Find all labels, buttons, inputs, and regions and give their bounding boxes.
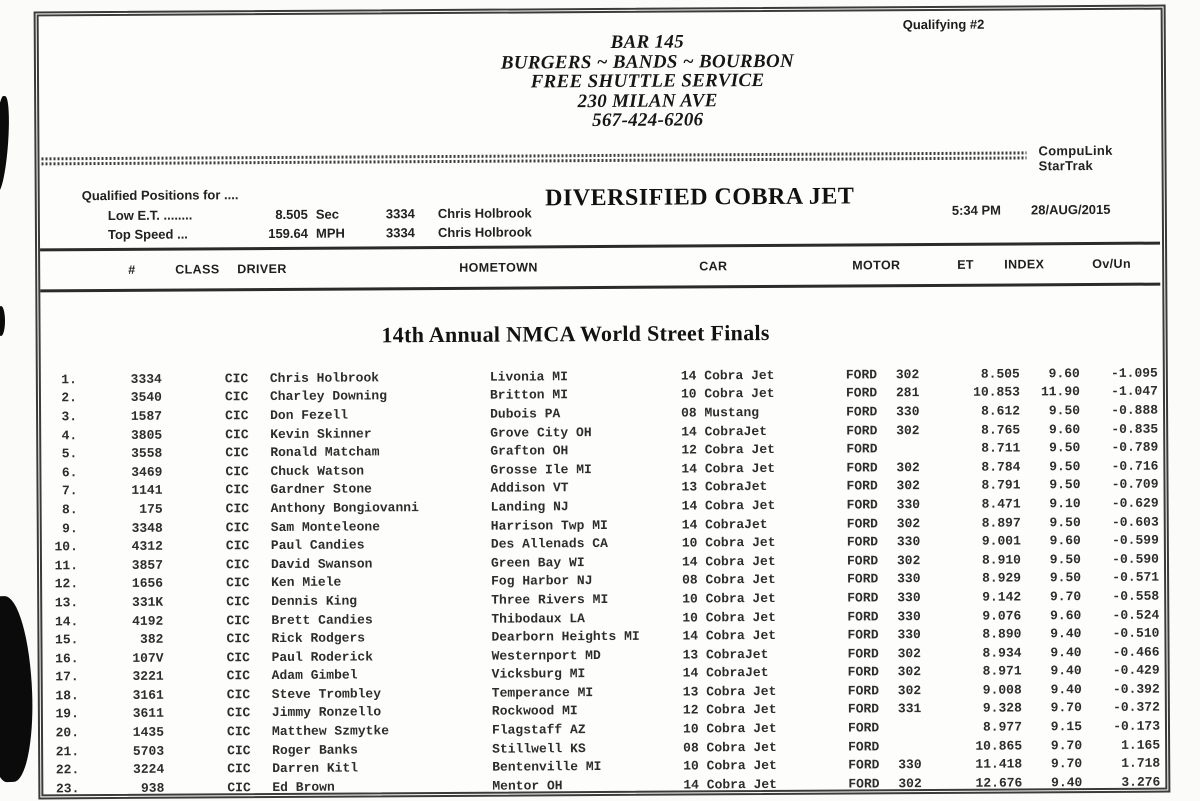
- hometown-cell: Green Bay WI: [490, 554, 585, 571]
- et-cell: 8.890: [982, 626, 1022, 642]
- ovun-cell: -0.466: [1112, 644, 1160, 660]
- driver-cell: Gardner Stone: [270, 481, 372, 498]
- index-cell: 9.60: [1048, 421, 1081, 437]
- top-speed-label: Top Speed ...: [107, 226, 188, 243]
- hometown-cell: Mentor OH: [492, 778, 563, 794]
- driver-cell: Roger Banks: [272, 742, 358, 758]
- class-cell: CIC: [226, 649, 251, 666]
- index-cell: 9.40: [1050, 644, 1082, 660]
- index-cell: 9.50: [1049, 570, 1082, 586]
- car-cell: 08 Cobra Jet: [682, 572, 776, 588]
- ovun-cell: -0.789: [1111, 439, 1159, 456]
- et-cell: 8.934: [982, 645, 1022, 661]
- car-cell: 14 CobraJet: [681, 423, 768, 440]
- rank-cell: 20.: [55, 725, 80, 741]
- car-cell: 14 Cobra Jet: [681, 553, 776, 570]
- hometown-cell: Temperance MI: [491, 684, 594, 701]
- rank-cell: 2.: [61, 390, 78, 406]
- motor-cell: FORD: [846, 478, 878, 494]
- scan-artifact-blob: [0, 96, 11, 193]
- et-cell: 8.784: [981, 459, 1021, 475]
- car-cell: 08 Mustang: [681, 405, 760, 421]
- rank-cell: 7.: [61, 483, 78, 499]
- size-cell: 302: [896, 459, 920, 475]
- class-cell: CIC: [225, 556, 250, 573]
- rank-cell: 4.: [61, 427, 78, 443]
- index-cell: 9.15: [1050, 719, 1083, 735]
- top-speed-driver: Chris Holbrook: [437, 224, 532, 240]
- et-cell: 10.865: [975, 738, 1023, 754]
- rank-cell: 19.: [55, 706, 79, 722]
- hometown-cell: Grove City OH: [490, 424, 592, 441]
- motor-cell: FORD: [846, 497, 878, 513]
- num-cell: 3224: [132, 761, 165, 778]
- top-speed-line: [108, 224, 532, 242]
- class-cell: CIC: [225, 501, 250, 517]
- size-cell: 302: [897, 682, 922, 699]
- num-cell: 1141: [131, 483, 163, 499]
- hometown-cell: Bentenville MI: [492, 759, 602, 775]
- motor-cell: FORD: [847, 664, 879, 680]
- ovun-cell: -0.510: [1112, 625, 1160, 641]
- index-cell: 9.60: [1049, 533, 1081, 549]
- class-cell: CIC: [226, 687, 251, 703]
- column-header-ovun: Ov/Un: [1092, 256, 1132, 272]
- low-et-value: 8.505: [275, 206, 308, 222]
- hometown-cell: Vicksburg MI: [491, 666, 586, 682]
- class-cell: CIC: [224, 370, 249, 387]
- index-cell: 9.10: [1049, 496, 1081, 512]
- et-cell: 9.001: [981, 533, 1021, 549]
- motor-cell: FORD: [847, 720, 880, 736]
- column-header-driver: DRIVER: [237, 261, 287, 277]
- rank-cell: 10.: [54, 539, 78, 555]
- low-et-car-number: 3334: [385, 206, 415, 222]
- hometown-cell: Britton MI: [489, 387, 569, 404]
- event-title: 14th Annual NMCA World Street Finals: [381, 319, 770, 348]
- size-cell: 302: [897, 645, 921, 661]
- size-cell: 281: [895, 385, 920, 401]
- driver-cell: Dennis King: [271, 593, 358, 609]
- num-cell: 3805: [130, 427, 163, 443]
- driver-cell: Matthew Szmytke: [271, 723, 390, 740]
- et-cell: 8.977: [982, 719, 1023, 735]
- et-cell: 8.929: [982, 570, 1022, 587]
- timestamp: [952, 202, 1111, 218]
- motor-cell: FORD: [846, 515, 879, 532]
- et-cell: 8.711: [981, 440, 1021, 456]
- driver-cell: Brett Candies: [271, 611, 373, 628]
- print-time: 5:34 PM: [951, 202, 1002, 218]
- index-cell: 9.40: [1050, 626, 1082, 642]
- ovun-cell: -0.392: [1112, 681, 1160, 697]
- car-cell: 14 Cobra Jet: [683, 776, 778, 793]
- column-header-et: ET: [957, 257, 974, 272]
- hometown-cell: Addison VT: [490, 480, 569, 497]
- rank-cell: 22.: [55, 762, 80, 778]
- print-date: 28/AUG/2015: [1030, 201, 1111, 218]
- venue-phone: 567-424-6206: [592, 109, 704, 132]
- et-cell: 8.765: [981, 422, 1021, 438]
- num-cell: 175: [139, 501, 163, 517]
- motor-cell: FORD: [847, 683, 880, 699]
- ovun-cell: -1.095: [1110, 365, 1158, 381]
- size-cell: 302: [896, 515, 921, 531]
- motor-cell: FORD: [848, 776, 880, 792]
- column-header-motor: MOTOR: [852, 258, 901, 273]
- hometown-cell: Des Allenads CA: [490, 536, 608, 552]
- et-cell: 9.008: [982, 682, 1022, 698]
- size-cell: 330: [897, 627, 921, 643]
- class-cell: CIC: [225, 519, 250, 535]
- rank-cell: 6.: [61, 464, 78, 481]
- ovun-cell: 1.165: [1121, 737, 1161, 753]
- page-frame: [34, 5, 1171, 800]
- car-cell: 10 Cobra Jet: [682, 721, 777, 737]
- car-cell: 14 CobraJet: [681, 516, 768, 533]
- ovun-cell: -0.888: [1111, 402, 1159, 418]
- size-cell: 302: [898, 775, 922, 792]
- et-cell: 8.471: [981, 496, 1021, 512]
- ovun-cell: -0.571: [1112, 569, 1160, 586]
- num-cell: 3540: [130, 390, 163, 406]
- hometown-cell: Grosse Ile MI: [490, 461, 592, 478]
- motor-cell: FORD: [847, 701, 880, 717]
- driver-cell: Chuck Watson: [270, 463, 365, 479]
- driver-cell: Rick Rodgers: [271, 630, 366, 647]
- index-cell: 9.50: [1048, 403, 1081, 419]
- motor-cell: FORD: [845, 385, 878, 401]
- venue-tagline: BURGERS ~ BANDS ~ BOURBON: [500, 50, 795, 74]
- ovun-cell: -0.709: [1111, 476, 1159, 493]
- hometown-cell: Livonia MI: [489, 369, 568, 385]
- size-cell: 302: [895, 366, 920, 383]
- class-cell: CIC: [226, 631, 250, 647]
- motor-cell: FORD: [847, 646, 879, 662]
- index-cell: 9.50: [1049, 551, 1082, 568]
- driver-cell: Steve Trombley: [271, 686, 382, 702]
- scan-artifact-blob: [0, 306, 5, 336]
- qualifying-session-label: Qualifying #2: [902, 16, 985, 33]
- num-cell: 3469: [131, 464, 163, 480]
- rank-cell: 12.: [54, 576, 79, 592]
- et-cell: 8.897: [981, 514, 1021, 531]
- size-cell: 330: [898, 757, 922, 773]
- num-cell: 4192: [132, 613, 164, 629]
- index-cell: 9.50: [1049, 458, 1081, 475]
- car-cell: 10 Cobra Jet: [681, 535, 776, 551]
- driver-cell: Chris Holbrook: [269, 370, 380, 386]
- num-cell: 1435: [132, 724, 165, 740]
- index-cell: 9.50: [1049, 514, 1081, 530]
- motor-cell: FORD: [846, 534, 879, 550]
- motor-cell: FORD: [847, 627, 879, 643]
- driver-cell: Adam Gimbel: [271, 667, 358, 684]
- index-cell: 9.60: [1050, 607, 1082, 623]
- hometown-cell: Dearborn Heights MI: [491, 628, 640, 645]
- car-cell: 14 Cobra Jet: [680, 367, 775, 384]
- index-cell: 9.40: [1050, 663, 1082, 679]
- class-cell: CIC: [224, 389, 249, 405]
- motor-cell: FORD: [846, 441, 878, 457]
- et-cell: 8.612: [981, 403, 1021, 419]
- driver-cell: Anthony Bongiovanni: [270, 500, 419, 516]
- ovun-cell: -0.599: [1111, 532, 1159, 549]
- rank-cell: 1.: [61, 372, 77, 388]
- motor-cell: FORD: [846, 553, 879, 569]
- index-cell: 11.90: [1040, 384, 1080, 400]
- car-cell: 14 CobraJet: [682, 665, 769, 681]
- top-speed-car-number: 3334: [385, 225, 415, 241]
- car-cell: 10 Cobra Jet: [682, 590, 776, 607]
- index-cell: 9.70: [1050, 756, 1083, 772]
- hometown-cell: Flagstaff AZ: [491, 722, 586, 738]
- car-cell: 12 Cobra Jet: [682, 702, 777, 718]
- size-cell: 330: [897, 571, 921, 587]
- qualified-positions-label: Qualified Positions for ....: [81, 187, 239, 204]
- class-cell: CIC: [226, 575, 250, 591]
- motor-cell: FORD: [847, 571, 879, 587]
- motor-cell: FORD: [848, 738, 880, 755]
- et-cell: 8.791: [981, 477, 1021, 494]
- column-header-hometown: HOMETOWN: [459, 260, 538, 275]
- size-cell: 330: [896, 497, 921, 513]
- driver-cell: Jimmy Ronzello: [271, 704, 382, 721]
- index-cell: 9.70: [1050, 737, 1083, 753]
- rank-cell: 3.: [61, 409, 78, 425]
- et-cell: 12.676: [975, 775, 1023, 791]
- horizontal-rule: [40, 242, 1160, 252]
- num-cell: 1656: [131, 576, 164, 592]
- motor-cell: FORD: [847, 608, 879, 625]
- column-header-class: CLASS: [175, 262, 220, 277]
- num-cell: 5703: [132, 743, 165, 759]
- scan-artifact-blob: [0, 595, 35, 782]
- index-cell: 9.50: [1049, 440, 1081, 456]
- hometown-cell: Stillwell KS: [492, 740, 586, 757]
- ovun-cell: -0.835: [1111, 421, 1159, 437]
- class-cell: CIC: [227, 742, 251, 758]
- index-cell: 9.70: [1050, 700, 1082, 716]
- index-cell: 9.40: [1051, 774, 1083, 791]
- class-cell: CIC: [225, 538, 250, 554]
- rank-cell: 14.: [54, 613, 79, 629]
- driver-cell: Don Fezell: [270, 407, 349, 424]
- size-cell: 302: [897, 664, 922, 680]
- motor-cell: FORD: [846, 404, 878, 420]
- rank-cell: 17.: [55, 669, 79, 685]
- index-cell: 9.50: [1049, 477, 1081, 493]
- column-header-num: #: [128, 262, 136, 277]
- ovun-cell: -0.558: [1112, 588, 1160, 604]
- et-cell: 8.910: [981, 552, 1022, 568]
- num-cell: 1587: [130, 408, 163, 424]
- car-cell: 14 Cobra Jet: [681, 497, 776, 514]
- num-cell: 382: [139, 631, 164, 647]
- low-et-driver: Chris Holbrook: [437, 205, 532, 221]
- venue-address: 230 MILAN AVE: [577, 89, 718, 112]
- class-cell: CIC: [226, 612, 250, 628]
- venue-name: BAR 145: [610, 31, 685, 53]
- class-cell: CIC: [227, 780, 251, 796]
- size-cell: 330: [896, 404, 920, 420]
- driver-cell: Ed Brown: [272, 779, 335, 795]
- car-cell: 10 Cobra Jet: [683, 758, 777, 774]
- ovun-cell: -0.429: [1112, 662, 1160, 679]
- ovun-cell: -0.372: [1113, 700, 1160, 716]
- car-cell: 08 Cobra Jet: [683, 739, 777, 756]
- column-header-index: INDEX: [1004, 257, 1045, 272]
- num-cell: 3161: [132, 687, 164, 703]
- ovun-cell: -0.603: [1111, 514, 1159, 530]
- driver-cell: David Swanson: [270, 556, 373, 572]
- driver-cell: Darren Kitl: [272, 760, 359, 777]
- hometown-cell: Harrison Twp MI: [490, 517, 608, 534]
- class-cell: CIC: [225, 482, 249, 498]
- venue-service: FREE SHUTTLE SERVICE: [530, 70, 765, 93]
- motor-cell: FORD: [846, 460, 878, 476]
- ovun-cell: -0.590: [1112, 551, 1160, 567]
- et-cell: 9.142: [982, 589, 1022, 605]
- low-et-line: [108, 205, 532, 223]
- hometown-cell: Thibodaux LA: [491, 610, 585, 627]
- index-cell: 9.60: [1048, 365, 1080, 382]
- venue-header: [39, 30, 1162, 134]
- rank-cell: 5.: [61, 446, 78, 462]
- ovun-cell: -0.629: [1111, 495, 1159, 511]
- car-cell: 13 Cobra Jet: [682, 683, 777, 700]
- class-cell: CIC: [225, 445, 249, 461]
- column-header-car: CAR: [699, 259, 728, 274]
- num-cell: 107V: [132, 650, 164, 666]
- size-cell: 330: [896, 534, 921, 550]
- hometown-cell: Fog Harbor NJ: [491, 573, 593, 590]
- et-cell: 9.328: [982, 700, 1022, 717]
- class-cell: CIC: [225, 463, 249, 480]
- hometown-cell: Grafton OH: [490, 443, 569, 459]
- rank-cell: 11.: [54, 557, 79, 574]
- class-cell: CIC: [227, 761, 251, 777]
- size-cell: 302: [896, 552, 921, 568]
- driver-cell: Ken Miele: [271, 574, 342, 591]
- num-cell: 3221: [132, 668, 164, 685]
- class-cell: CIC: [225, 408, 249, 424]
- hometown-cell: Three Rivers MI: [491, 591, 609, 608]
- ovun-cell: -1.047: [1111, 383, 1158, 400]
- driver-cell: Charley Downing: [269, 388, 388, 405]
- size-cell: 330: [897, 608, 921, 624]
- car-cell: 10 Cobra Jet: [680, 386, 775, 402]
- index-cell: 9.70: [1049, 588, 1082, 605]
- motor-cell: FORD: [845, 367, 878, 383]
- low-et-unit: Sec: [315, 206, 340, 222]
- class-cell: CIC: [226, 594, 250, 610]
- size-cell: 302: [896, 422, 920, 438]
- class-cell: CIC: [226, 705, 251, 721]
- et-cell: 10.853: [973, 384, 1020, 401]
- rank-cell: 15.: [54, 632, 79, 648]
- car-cell: 14 Cobra Jet: [682, 628, 777, 644]
- num-cell: 938: [140, 780, 165, 796]
- results-table: [41, 364, 1166, 799]
- size-cell: 302: [896, 478, 920, 494]
- num-cell: 3348: [131, 520, 163, 536]
- car-cell: 12 Cobra Jet: [681, 442, 775, 458]
- driver-cell: Paul Roderick: [271, 649, 374, 665]
- ovun-cell: 3.276: [1121, 774, 1161, 790]
- et-cell: 9.076: [982, 607, 1022, 624]
- low-et-label: Low E.T. ........: [107, 207, 193, 224]
- timing-system-label: CompuLink StarTrak: [1038, 142, 1113, 174]
- et-cell: 8.971: [982, 663, 1022, 679]
- size-cell: 330: [897, 589, 921, 606]
- class-cell: CIC: [225, 426, 249, 442]
- motor-cell: FORD: [847, 590, 879, 606]
- driver-cell: Kevin Skinner: [270, 425, 372, 442]
- top-speed-value: 159.64: [268, 225, 309, 242]
- class-title: DIVERSIFIED COBRA JET: [545, 183, 855, 212]
- num-cell: 3558: [131, 445, 163, 462]
- rank-cell: 18.: [55, 688, 79, 704]
- rank-cell: 21.: [55, 743, 80, 760]
- num-cell: 3334: [130, 371, 162, 387]
- ovun-cell: 1.718: [1121, 755, 1161, 772]
- car-cell: 10 Cobra Jet: [682, 609, 776, 626]
- car-cell: 14 Cobra Jet: [681, 460, 776, 477]
- class-cell: CIC: [226, 724, 251, 740]
- rank-cell: 23.: [55, 781, 80, 797]
- rank-cell: 9.: [62, 520, 78, 536]
- car-cell: 13 CobraJet: [681, 479, 768, 495]
- driver-cell: Ronald Matcham: [270, 444, 380, 461]
- driver-cell: Paul Candies: [270, 537, 365, 554]
- et-cell: 8.505: [980, 366, 1020, 382]
- num-cell: 4312: [131, 538, 163, 555]
- car-cell: 13 CobraJet: [682, 646, 769, 663]
- ovun-cell: -0.173: [1113, 718, 1161, 734]
- hometown-cell: Westernport MD: [491, 647, 601, 664]
- size-cell: 331: [897, 701, 922, 717]
- rank-cell: 16.: [55, 650, 79, 667]
- ovun-cell: -0.716: [1111, 458, 1159, 474]
- num-cell: 3611: [132, 706, 164, 722]
- num-cell: 331K: [131, 594, 164, 610]
- driver-cell: Sam Monteleone: [270, 518, 381, 535]
- top-speed-unit: MPH: [315, 225, 345, 241]
- ovun-cell: -0.524: [1112, 607, 1160, 623]
- rank-cell: 8.: [61, 502, 78, 518]
- hometown-cell: Rockwood MI: [491, 703, 578, 720]
- class-cell: CIC: [226, 668, 251, 684]
- hometown-cell: Landing NJ: [490, 499, 569, 515]
- hometown-cell: Dubois PA: [490, 406, 561, 422]
- num-cell: 3857: [131, 557, 164, 573]
- index-cell: 9.40: [1050, 681, 1082, 698]
- et-cell: 11.418: [975, 756, 1023, 772]
- motor-cell: FORD: [848, 757, 880, 773]
- motor-cell: FORD: [846, 422, 878, 439]
- rank-cell: 13.: [54, 595, 79, 611]
- horizontal-rule: [40, 283, 1160, 293]
